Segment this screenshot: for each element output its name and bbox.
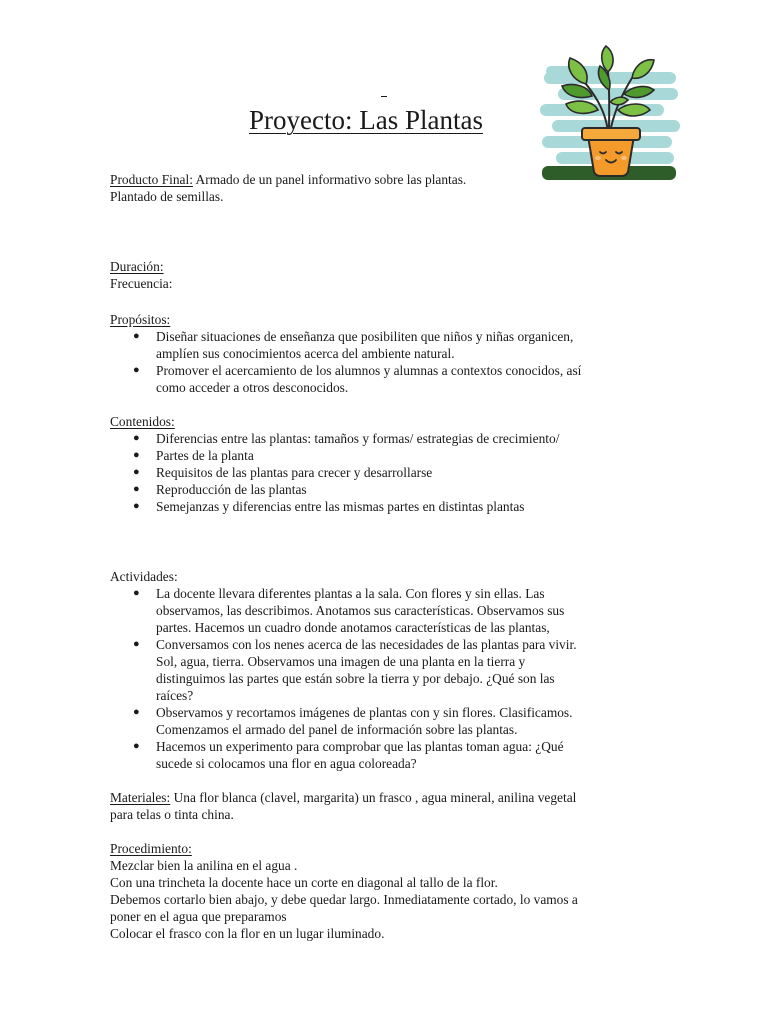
procedimiento-line: Debemos cortarlo bien abajo, y debe quedar largo. Inmediatamente cortado, lo vamos a: [110, 892, 578, 907]
contenidos-label: Contenidos:: [110, 414, 175, 429]
list-item: ● Reproducción de las plantas: [133, 482, 307, 497]
actividades-section: [110, 568, 670, 772]
bullet-icon: ●: [133, 483, 140, 495]
bullet-icon: ●: [133, 449, 140, 461]
duracion-section: [110, 258, 670, 292]
bullet-icon: ●: [133, 587, 140, 599]
pot-body: [588, 136, 634, 176]
procedimiento-line: Colocar el frasco con la flor en un lugar iluminado.: [110, 926, 385, 941]
producto-final-label: Producto Final:: [110, 172, 193, 187]
pot-rim: [582, 128, 640, 140]
list-item: ● Promover el acercamiento de los alumnos y alumnas a contextos conocidos, así como acceder a otros desconocidos.: [133, 363, 582, 395]
potted-plant-icon: [536, 44, 686, 186]
frecuencia-label: Frecuencia:: [110, 276, 173, 291]
propositos-section: [110, 311, 670, 396]
list-item: ● Diseñar situaciones de enseñanza que posibiliten que niños y niñas organicen, amplíen sus conocimientos acerca del ambiente natural.: [133, 329, 574, 361]
procedimiento-section: [110, 840, 670, 942]
list-item: ● Diferencias entre las plantas: tamaños y formas/ estrategias de crecimiento/: [133, 431, 560, 446]
list-item: ● La docente llevara diferentes plantas a la sala. Con flores y sin ellas. Las observamos, las describimos. Anotamos sus características. Observamos sus partes. Hacemos un cuadro donde anotamos características de las plantas,: [133, 586, 565, 635]
contenidos-section: [110, 413, 670, 515]
duracion-label: Duración:: [110, 259, 164, 274]
page-title: Proyecto: Las Plantas: [249, 105, 483, 135]
bullet-icon: ●: [133, 432, 140, 444]
procedimiento-label: Procedimiento:: [110, 841, 192, 856]
procedimiento-line: Con una trincheta la docente hace un corte en diagonal al tallo de la flor.: [110, 875, 498, 890]
procedimiento-line: Mezclar bien la anilina en el agua .: [110, 858, 298, 873]
list-item: ● Partes de la planta: [133, 448, 254, 463]
list-item: ● Hacemos un experimento para comprobar que las plantas toman agua: ¿Qué sucede si colocamos una flor en agua coloreada?: [133, 739, 564, 771]
materiales-section: [110, 789, 670, 823]
materiales-label: Materiales:: [110, 790, 171, 805]
bullet-icon: ●: [133, 364, 140, 376]
propositos-list: [110, 328, 670, 396]
list-item: ● Requisitos de las plantas para crecer y desarrollarse: [133, 465, 433, 480]
producto-final-section: [110, 171, 670, 205]
actividades-label: Actividades:: [110, 569, 178, 584]
bullet-icon: ●: [133, 500, 140, 512]
materiales-text-2: para telas o tinta china.: [110, 807, 234, 822]
bullet-icon: ●: [133, 330, 140, 342]
title-mark: [381, 96, 387, 97]
producto-final-text: Armado de un panel informativo sobre las plantas.: [192, 172, 467, 187]
list-item: ● Observamos y recortamos imágenes de plantas con y sin flores. Clasificamos. Comenzamos el armado del panel de información sobre las plantas.: [133, 705, 573, 737]
bullet-icon: ●: [133, 740, 140, 752]
bullet-icon: ●: [133, 706, 140, 718]
propositos-label: Propósitos:: [110, 312, 171, 327]
procedimiento-line: poner en el agua que preparamos: [110, 909, 287, 924]
bullet-icon: ●: [133, 466, 140, 478]
list-item: ● Semejanzas y diferencias entre las mismas partes en distintas plantas: [133, 499, 525, 514]
actividades-list: [110, 585, 670, 772]
contenidos-list: [110, 430, 670, 515]
document-body: [110, 171, 670, 942]
list-item: ● Conversamos con los nenes acerca de las necesidades de las plantas para vivir. Sol, agua, tierra. Observamos una imagen de una planta en la tierra y distinguimos las partes que están sobre la tierra y por debajo. ¿Qué son las raíces?: [133, 637, 577, 703]
producto-final-text-2: Plantado de semillas.: [110, 189, 224, 204]
materiales-text: Una flor blanca (clavel, margarita) un frasco , agua mineral, anilina vegetal: [170, 790, 577, 805]
bullet-icon: ●: [133, 638, 140, 650]
